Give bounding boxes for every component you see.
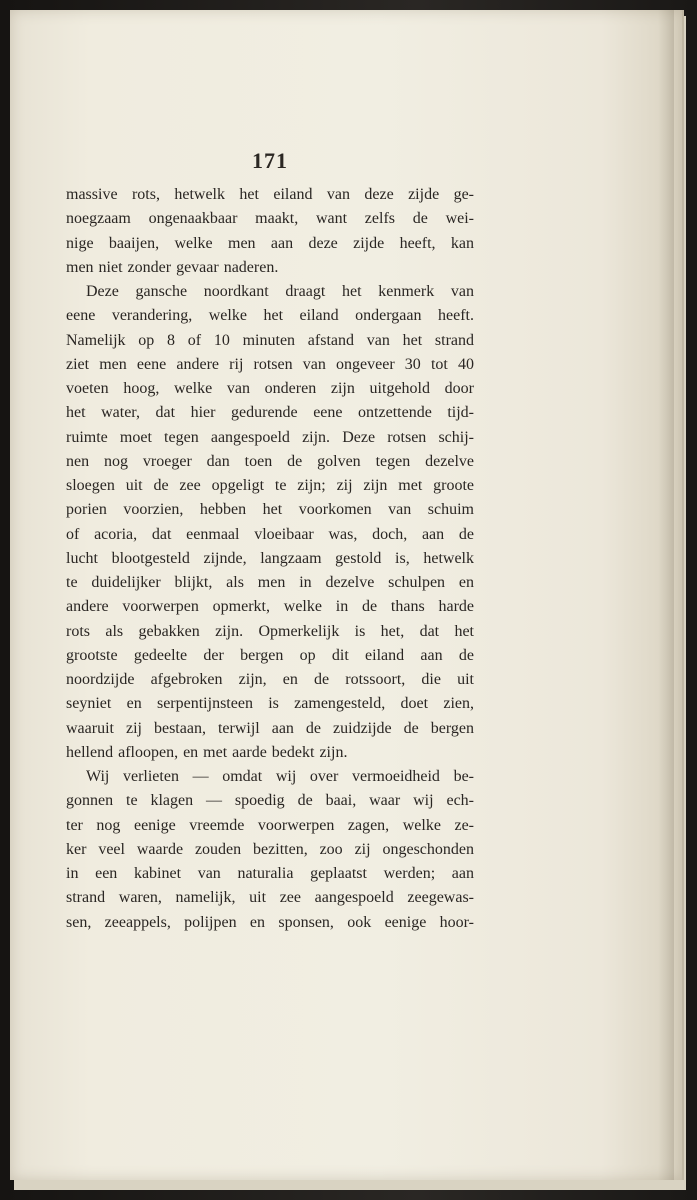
text-line: nen nog vroeger dan toen de golven tegen dezelve (66, 452, 474, 470)
text-line: nige baaijen, welke men aan deze zijde heeft, kan (66, 234, 474, 252)
text-line: rots als gebakken zijn. Opmerkelijk is het, dat het (66, 622, 474, 640)
text-line: in een kabinet van naturalia geplaatst werden; aan (66, 865, 474, 882)
text-line: ker veel waarde zouden bezitten, zoo zij ongeschonden (66, 840, 474, 858)
text-line: seyniet en serpentijnsteen is zamengesteld, doet zien, (66, 695, 474, 713)
text-line: massive rots, hetwelk het eiland van deze zijde ge- (66, 186, 474, 203)
text-line: andere voorwerpen opmerkt, welke in de thans harde (66, 598, 474, 616)
text-line: te duidelijker blijkt, als men in dezelve schulpen en (66, 574, 474, 591)
text-line: ziet men eene andere rij rotsen van ongeveer 30 tot 40 (66, 355, 474, 373)
page-number: 171 (252, 148, 288, 173)
text-line: porien voorzien, hebben het voorkomen van schuim (66, 501, 474, 519)
body-text (66, 183, 474, 935)
text-line: sloegen uit de zee opgeligt te zijn; zij zijn met groote (66, 477, 474, 494)
text-line: Namelijk op 8 of 10 minuten afstand van het strand (66, 331, 474, 349)
text-line: ruimte moet tegen aangespoeld zijn. Deze rotsen schij- (66, 428, 474, 446)
text-line: voeten hoog, welke van onderen zijn uitgehold door (66, 380, 474, 397)
page-edge (658, 10, 674, 1180)
text-line: noegzaam ongenaakbaar maakt, want zelfs de wei- (66, 210, 474, 228)
text-line: Wij verlieten — omdat wij over vermoeidheid be- (86, 768, 474, 785)
text-line: eene verandering, welke het eiland ondergaan heeft. (66, 307, 474, 325)
text-line: strand waren, namelijk, uit zee aangespoeld zeegewas- (66, 889, 474, 907)
text-line: grootste gedeelte der bergen op dit eiland aan de (66, 646, 474, 664)
text-line: men niet zonder gevaar naderen. (66, 258, 279, 276)
text-line: ter nog eenige vreemde voorwerpen zagen, welke ze- (66, 816, 474, 834)
text-line: gonnen te klagen — spoedig de baai, waar wij ech- (66, 792, 474, 810)
text-line: hellend afloopen, en met aarde bedekt zijn. (66, 743, 348, 761)
text-line: sen, zeeappels, polijpen en sponsen, ook eenige hoor- (66, 913, 474, 931)
text-line: noordzijde afgebroken zijn, en de rotssoort, die uit (66, 671, 474, 688)
text-line: het water, dat hier gedurende eene ontzettende tijd- (66, 404, 474, 422)
text-line: Deze gansche noordkant draagt het kenmerk van (86, 283, 474, 300)
text-line: waaruit zij bestaan, terwijl aan de zuidzijde de bergen (66, 719, 474, 737)
text-line: of acoria, dat eenmaal vloeibaar was, doch, aan de (66, 525, 474, 543)
text-line: lucht blootgesteld zijnde, langzaam gestold is, hetwelk (66, 549, 474, 567)
